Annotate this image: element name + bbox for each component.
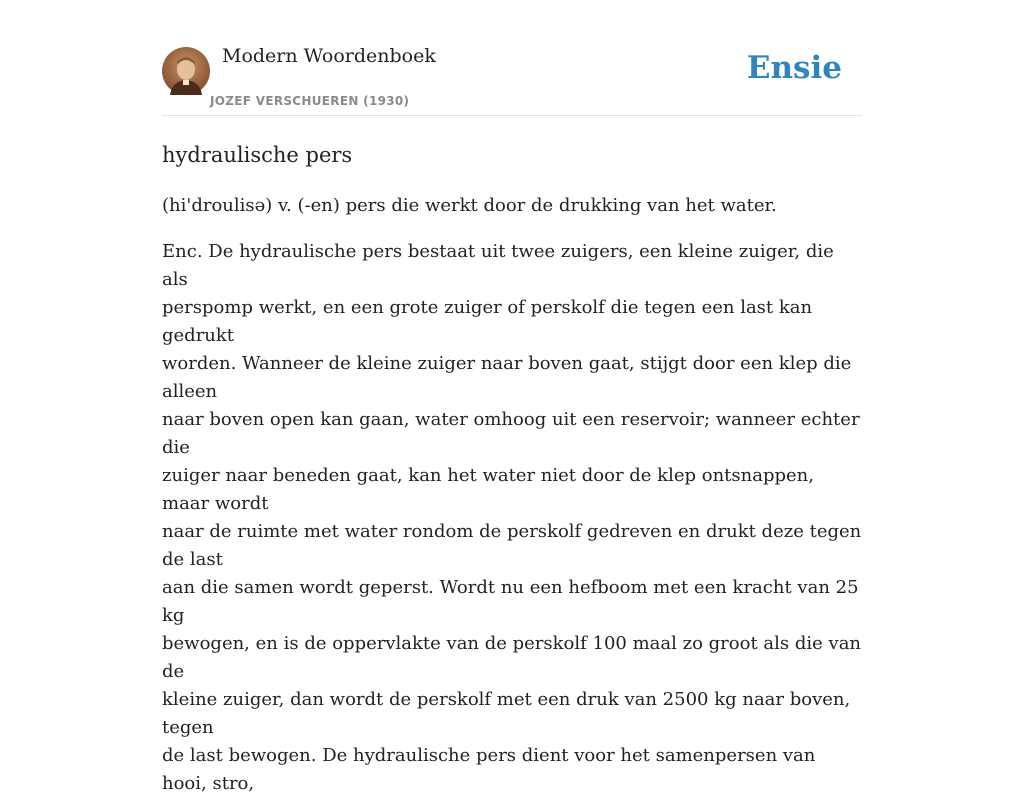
author-avatar bbox=[162, 47, 210, 95]
text-line: zuiger naar beneden gaat, kan het water niet door de klep ontsnappen, maar wordt bbox=[162, 465, 814, 514]
text-line: worden. Wanneer de kleine zuiger naar boven gaat, stijgt door een klep die alleen bbox=[162, 353, 852, 402]
entry-definition: (hi'droulisə) v. (-en) pers die werkt door de drukking van het water. bbox=[162, 195, 777, 216]
entry-headword: hydraulische pers bbox=[162, 143, 353, 167]
ensie-logo[interactable]: Ensie bbox=[746, 50, 842, 86]
text-line: Enc. De hydraulische pers bestaat uit twee zuigers, een kleine zuiger, die als bbox=[162, 241, 834, 290]
entry-content bbox=[162, 140, 862, 798]
text-line: aan die samen wordt geperst. Wordt nu een hefboom met een kracht van 25 kg bbox=[162, 577, 859, 626]
text-line: kleine zuiger, dan wordt de perskolf met een druk van 2500 kg naar boven, tegen bbox=[162, 689, 851, 738]
source-title[interactable]: Modern Woordenboek bbox=[222, 45, 436, 67]
site-header bbox=[162, 0, 862, 116]
text-line: bewogen, en is de oppervlakte van de perskolf 100 maal zo groot als die van de bbox=[162, 633, 862, 682]
text-line: naar boven open kan gaan, water omhoog uit een reservoir; wanneer echter die bbox=[162, 409, 860, 458]
text-line: de last bewogen. De hydraulische pers dient voor het samenpersen van hooi, stro, bbox=[162, 745, 816, 794]
text-line: naar de ruimte met water rondom de perskolf gedreven en drukt deze tegen de last bbox=[162, 521, 862, 570]
author-portrait-icon bbox=[162, 47, 210, 95]
entry-encyclopedic-text bbox=[162, 238, 862, 798]
text-line: perspomp werkt, en een grote zuiger of perskolf die tegen een last kan gedrukt bbox=[162, 297, 813, 346]
author-name[interactable]: JOZEF VERSCHUEREN (1930) bbox=[210, 94, 410, 108]
